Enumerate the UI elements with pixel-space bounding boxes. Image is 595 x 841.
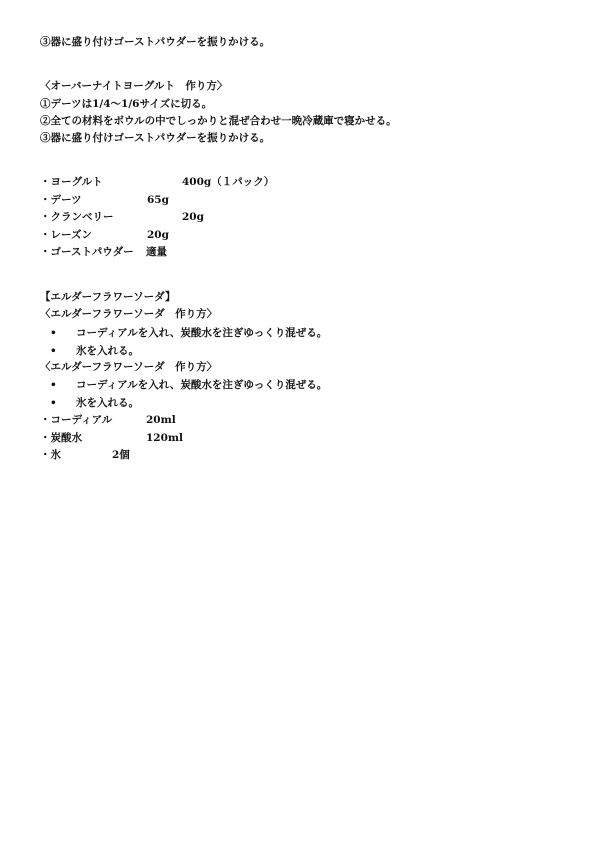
ingredient-amount: 20g: [147, 229, 169, 241]
soda-step-text: 氷を入れる。: [76, 397, 139, 409]
bullet-icon: •: [50, 345, 57, 357]
bullet-icon: •: [50, 379, 57, 391]
soda-method-heading: 〈エルダーフラワーソーダ 作り方〉: [40, 308, 218, 320]
ingredient-name: ・ヨーグルト: [40, 176, 103, 188]
yogurt-step-3: ③器に盛り付けゴーストパウダーを振りかける。: [40, 132, 271, 144]
ingredient-name: ・コーディアル: [40, 414, 113, 426]
ingredient-amount: 2個: [112, 449, 130, 461]
soda-step: [40, 344, 380, 358]
soda-step: [40, 378, 380, 392]
ingredient-row: [40, 413, 340, 427]
ingredient-amount: 20g: [182, 211, 204, 223]
ingredient-row: [40, 210, 340, 224]
ingredient-row: [40, 245, 340, 259]
soda-step: [40, 326, 380, 340]
ingredient-name: ・クランベリー: [40, 211, 114, 223]
ingredient-row: [40, 193, 340, 207]
yogurt-step-2: ②全ての材料をボウルの中でしっかりと混ぜ合わせ一晩冷蔵庫で寝かせる。: [40, 115, 397, 127]
bullet-icon: •: [50, 397, 57, 409]
ingredient-name: ・レーズン: [40, 229, 92, 241]
ingredient-row: [40, 448, 340, 462]
ingredient-name: ・デーツ: [40, 194, 82, 206]
ingredient-amount: 65g: [147, 194, 169, 206]
soda-step: [40, 396, 380, 410]
ingredient-name: ・氷: [40, 449, 61, 461]
soda-method-heading: 〈エルダーフラワーソーダ 作り方〉: [40, 361, 218, 373]
ingredient-amount: 20ml: [146, 414, 176, 426]
ingredient-name: ・ゴーストパウダー: [40, 246, 134, 258]
soda-step-text: 氷を入れる。: [76, 345, 139, 357]
ingredient-row: [40, 175, 340, 189]
yogurt-method-heading: 〈オーバーナイトヨーグルト 作り方〉: [40, 80, 228, 92]
soda-title: 【エルダーフラワーソーダ】: [40, 291, 176, 303]
bullet-icon: •: [50, 327, 57, 339]
ingredient-row: [40, 228, 340, 242]
ingredient-amount: 適量: [146, 246, 167, 258]
soda-step-text: コーディアルを入れ、炭酸水を注ぎゆっくり混ぜる。: [76, 327, 328, 339]
soda-step-text: コーディアルを入れ、炭酸水を注ぎゆっくり混ぜる。: [76, 379, 328, 391]
intro-step-3: ③器に盛り付けゴーストパウダーを振りかける。: [40, 36, 271, 48]
ingredient-amount: 400g（１パック）: [182, 176, 275, 188]
ingredient-amount: 120ml: [146, 432, 184, 444]
yogurt-step-1: ①デーツは1/4〜1/6サイズに切る。: [40, 98, 213, 110]
ingredient-name: ・炭酸水: [40, 432, 82, 444]
ingredient-row: [40, 431, 340, 445]
